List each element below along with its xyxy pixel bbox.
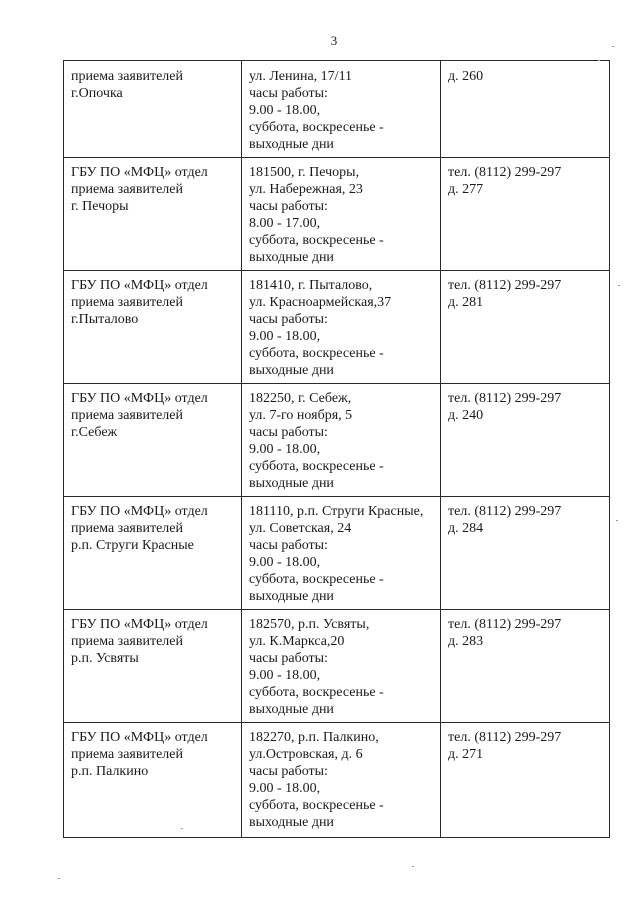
office-name-cell: [64, 497, 242, 610]
scan-speck: [598, 60, 600, 61]
address-line: 9.00 - 18.00,: [249, 668, 321, 683]
address-line: часы работы:: [249, 651, 328, 666]
office-name-line: приема заявителей: [71, 182, 183, 197]
address-cell: [242, 61, 441, 158]
address-line: выходные дни: [249, 476, 334, 491]
address-line: суббота, воскресенье -: [249, 120, 384, 135]
address-line: выходные дни: [249, 589, 334, 604]
address-line: суббота, воскресенье -: [249, 459, 384, 474]
office-table: [63, 60, 610, 838]
address-line: 9.00 - 18.00,: [249, 103, 321, 118]
address-line: 182270, р.п. Палкино,: [249, 730, 379, 745]
address-line: 9.00 - 18.00,: [249, 781, 321, 796]
phone-cell: [441, 158, 610, 271]
office-name-line: р.п. Усвяты: [71, 651, 139, 666]
office-name-line: приема заявителей: [71, 747, 183, 762]
address-line: выходные дни: [249, 250, 334, 265]
scan-speck: [612, 46, 614, 47]
phone-cell: [441, 271, 610, 384]
table-row: [64, 271, 610, 384]
office-name-line: р.п. Струги Красные: [71, 538, 194, 553]
address-line: часы работы:: [249, 86, 328, 101]
address-line: 181410, г. Пыталово,: [249, 278, 373, 293]
address-line: 9.00 - 18.00,: [249, 442, 321, 457]
office-name-cell: [64, 610, 242, 723]
phone-cell: [441, 497, 610, 610]
address-line: часы работы:: [249, 764, 328, 779]
address-cell: [242, 384, 441, 497]
address-line: суббота, воскресенье -: [249, 685, 384, 700]
scan-speck: [616, 520, 618, 521]
address-line: суббота, воскресенье -: [249, 572, 384, 587]
phone-line: тел. (8112) 299-297: [448, 504, 562, 519]
office-name-line: приема заявителей: [71, 295, 183, 310]
phone-line: д. 240: [448, 408, 484, 423]
address-line: выходные дни: [249, 363, 334, 378]
phone-line: д. 283: [448, 634, 484, 649]
phone-line: д. 284: [448, 521, 484, 536]
table-row: [64, 497, 610, 610]
office-name-cell: [64, 384, 242, 497]
address-line: 182570, р.п. Усвяты,: [249, 617, 370, 632]
phone-line: тел. (8112) 299-297: [448, 278, 562, 293]
address-line: 9.00 - 18.00,: [249, 329, 321, 344]
office-name-line: ГБУ ПО «МФЦ» отдел: [71, 391, 208, 406]
scan-speck: [58, 878, 60, 879]
address-line: 181110, р.п. Струги Красные,: [249, 504, 424, 519]
office-name-line: р.п. Палкино: [71, 764, 149, 779]
office-name-line: ГБУ ПО «МФЦ» отдел: [71, 504, 208, 519]
address-line: 181500, г. Печоры,: [249, 165, 360, 180]
address-line: выходные дни: [249, 815, 334, 830]
office-name-line: г.Опочка: [71, 86, 123, 101]
phone-line: д. 281: [448, 295, 484, 310]
table-row: [64, 61, 610, 158]
address-line: ул. Набережная, 23: [249, 182, 363, 197]
address-line: ул. 7-го ноября, 5: [249, 408, 353, 423]
office-name-line: ГБУ ПО «МФЦ» отдел: [71, 730, 208, 745]
office-name-cell: [64, 158, 242, 271]
office-name-line: приема заявителей: [71, 521, 183, 536]
office-name-line: г. Печоры: [71, 199, 129, 214]
address-line: 8.00 - 17.00,: [249, 216, 321, 231]
address-line: часы работы:: [249, 312, 328, 327]
office-name-line: приема заявителей: [71, 69, 183, 84]
office-name-line: ГБУ ПО «МФЦ» отдел: [71, 278, 208, 293]
office-name-line: г.Пыталово: [71, 312, 139, 327]
scan-speck: [618, 285, 620, 286]
office-name-cell: [64, 723, 242, 838]
office-name-line: приема заявителей: [71, 634, 183, 649]
phone-line: д. 271: [448, 747, 484, 762]
table-row: [64, 723, 610, 838]
phone-line: тел. (8112) 299-297: [448, 730, 562, 745]
address-line: ул. К.Маркса,20: [249, 634, 345, 649]
office-table-body: [64, 61, 610, 838]
office-name-cell: [64, 61, 242, 158]
phone-line: тел. (8112) 299-297: [448, 617, 562, 632]
address-cell: [242, 723, 441, 838]
address-line: суббота, воскресенье -: [249, 233, 384, 248]
table-row: [64, 610, 610, 723]
address-line: выходные дни: [249, 702, 334, 717]
page-number: 3: [330, 33, 338, 48]
address-cell: [242, 271, 441, 384]
address-line: суббота, воскресенье -: [249, 798, 384, 813]
address-line: выходные дни: [249, 137, 334, 152]
scan-speck: [181, 828, 183, 829]
address-line: часы работы:: [249, 199, 328, 214]
address-line: ул.Островская, д. 6: [249, 747, 363, 762]
office-name-cell: [64, 271, 242, 384]
table-row: [64, 384, 610, 497]
address-line: часы работы:: [249, 425, 328, 440]
scan-speck: [412, 866, 414, 867]
address-cell: [242, 497, 441, 610]
address-cell: [242, 610, 441, 723]
phone-cell: [441, 610, 610, 723]
phone-line: тел. (8112) 299-297: [448, 165, 562, 180]
office-name-line: ГБУ ПО «МФЦ» отдел: [71, 165, 208, 180]
office-name-line: приема заявителей: [71, 408, 183, 423]
phone-cell: [441, 61, 610, 158]
phone-line: д. 260: [448, 69, 484, 84]
address-line: часы работы:: [249, 538, 328, 553]
phone-line: д. 277: [448, 182, 484, 197]
address-line: суббота, воскресенье -: [249, 346, 384, 361]
office-name-line: г.Себеж: [71, 425, 118, 440]
office-name-line: ГБУ ПО «МФЦ» отдел: [71, 617, 208, 632]
address-line: ул. Советская, 24: [249, 521, 352, 536]
phone-cell: [441, 384, 610, 497]
address-line: 182250, г. Себеж,: [249, 391, 352, 406]
address-line: ул. Ленина, 17/11: [249, 69, 353, 84]
address-line: 9.00 - 18.00,: [249, 555, 321, 570]
phone-line: тел. (8112) 299-297: [448, 391, 562, 406]
address-cell: [242, 158, 441, 271]
phone-cell: [441, 723, 610, 838]
table-row: [64, 158, 610, 271]
address-line: ул. Красноармейская,37: [249, 295, 392, 310]
